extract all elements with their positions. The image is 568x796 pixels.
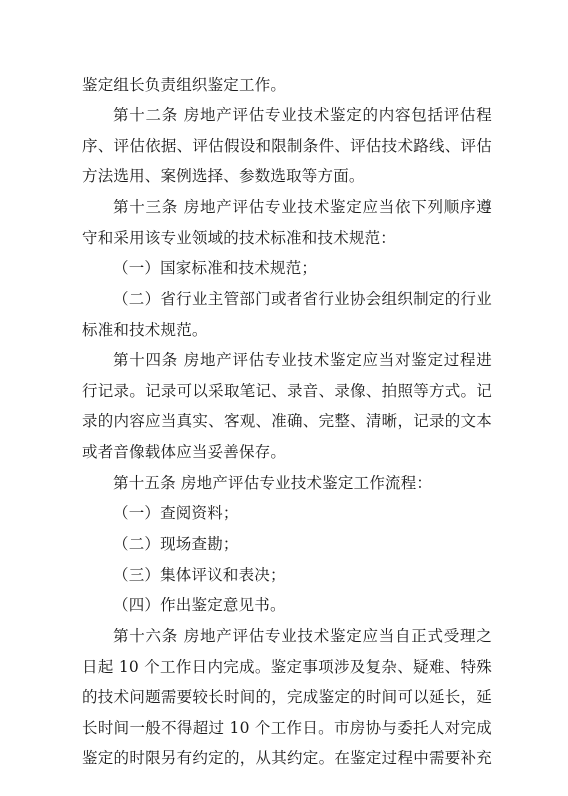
text-line: 录的内容应当真实、客观、准确、完整、清晰，记录的文本 bbox=[82, 412, 492, 430]
text-line: 行记录。记录可以采取笔记、录音、录像、拍照等方式。记 bbox=[82, 382, 492, 400]
text-line: 鉴定的时限另有约定的，从其约定。在鉴定过程中需要补充 bbox=[82, 749, 492, 767]
text-line: 序、评估依据、评估假设和限制条件、评估技术路线、评估 bbox=[82, 137, 492, 155]
list-item: （二）省行业主管部门或者省行业协会组织制定的行业 bbox=[113, 290, 492, 308]
list-item: （一）查阅资料； bbox=[113, 504, 239, 522]
text-line: 长时间一般不得超过 10 个工作日。市房协与委托人对完成 bbox=[82, 719, 492, 737]
article-12-heading: 第十二条 房地产评估专业技术鉴定的内容包括评估程 bbox=[113, 106, 492, 124]
article-16-heading: 第十六条 房地产评估专业技术鉴定应当自正式受理之 bbox=[113, 627, 492, 645]
text-line: 或者音像载体应当妥善保存。 bbox=[82, 443, 287, 461]
article-15-heading: 第十五条 房地产评估专业技术鉴定工作流程： bbox=[113, 474, 433, 492]
list-item: （四）作出鉴定意见书。 bbox=[113, 596, 286, 614]
article-13-heading: 第十三条 房地产评估专业技术鉴定应当依下列顺序遵 bbox=[113, 198, 492, 216]
article-14-heading: 第十四条 房地产评估专业技术鉴定应当对鉴定过程进 bbox=[113, 351, 492, 369]
text-line: 日起 10 个工作日内完成。鉴定事项涉及复杂、疑难、特殊 bbox=[82, 658, 492, 676]
text-line: 方法选用、案例选择、参数选取等方面。 bbox=[82, 167, 365, 185]
list-item: （二）现场查勘； bbox=[113, 535, 239, 553]
text-line: 的技术问题需要较长时间的，完成鉴定的时间可以延长，延 bbox=[82, 688, 492, 706]
list-item: （三）集体评议和表决； bbox=[113, 566, 286, 584]
list-item: （一）国家标准和技术规范； bbox=[113, 259, 318, 277]
text-line: 鉴定组长负责组织鉴定工作。 bbox=[82, 76, 287, 94]
text-line: 标准和技术规范。 bbox=[82, 321, 208, 339]
text-line: 守和采用该专业领域的技术标准和技术规范： bbox=[82, 229, 397, 247]
